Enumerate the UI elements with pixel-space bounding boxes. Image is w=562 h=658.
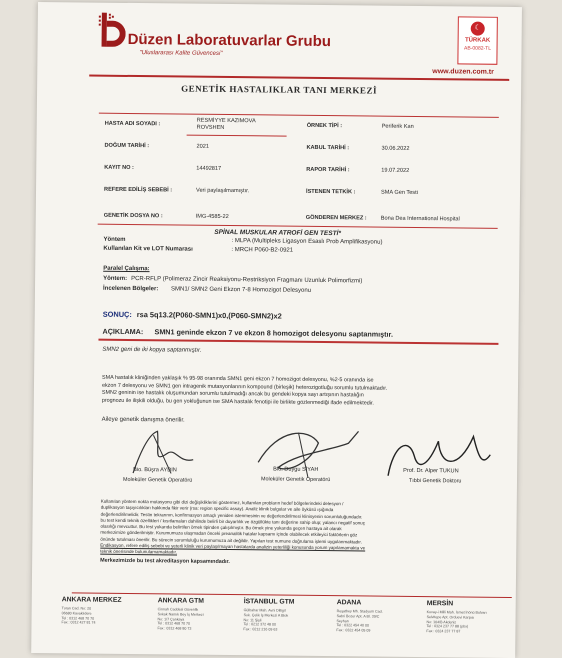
disclaimer-line: teknik önerisinde bulunulamamaktadır. [100, 549, 178, 555]
paragraph-line: SMN2 geninin ise hastalık oluşumundan sorumlu tutulmadığı ancak bu gendeki kopya sayı artışının hastalığın [101, 389, 364, 399]
acceptance-date-label: KABUL TARİHİ : [306, 144, 350, 152]
regions-value: SMN1/ SMN2 Geni Ekzon 7-8 Homozigot Delesyonu [170, 286, 312, 294]
disclaimer-line: Kullanılan yöntem nokta mutasyonu gibi dizi değişikliklerini göstermez, kullanılan probların hedef bölgelerindeki delesyon / [100, 498, 344, 507]
genetic-file-no-label: GENETİK DOSYA NO : [103, 212, 163, 220]
signature-3-icon [378, 426, 499, 483]
counseling-note: Aileye genetik danışma önerilir. [101, 416, 185, 424]
kit-value: : MRCH P060-B2-0921 [231, 247, 294, 254]
signer-2-name: Bio. Duygu SİYAH [273, 466, 319, 473]
sample-type-value: Periferik Kan [381, 123, 414, 130]
signer-3-role: Tıbbi Genetik Doktoru [408, 477, 462, 485]
header-divider [89, 75, 509, 81]
center-title: GENETİK HASTALIKLAR TANI MERKEZİ [181, 83, 378, 96]
report-date-label: RAPOR TARİHİ : [306, 166, 350, 174]
accreditation-number: AB-0082-TL [464, 45, 492, 52]
website-link[interactable]: www.duzen.com.tr [432, 68, 494, 76]
genetic-file-no-value: IMG-4585-22 [195, 213, 229, 221]
test-title: SPİNAL MUSKULAR ATROFİ GEN TESTİ* [214, 228, 341, 238]
smn2-note: SMN2 geni de iki kopya saptanmıştır. [102, 346, 202, 354]
parallel-method-value: PCR-RFLP (Polimeraz Zincir Reaksiyonu-Restriksiyon Fragmanı Uzunluk Polimorfizmi) [131, 275, 363, 285]
disclaimer-line: önünde tutulması önerilir. Bu sürecin sorumluluğu kurumumuza ait değildir. Yapılan test numune doğrulama işlemi uygulanmaktadır. [100, 536, 362, 545]
signer-1-name: Bio. Büşra AYDIN [133, 467, 177, 474]
signer-3-name: Prof. Dr. Alper TUKUN [403, 467, 459, 475]
footer-address-istanbul-gtm: Gülbahar Mah. Avni Dilligil Sok. Çelik İş Merkezi A Blok No: 11 Şişli Tel : 0212 372 48 00 Fax : 0212 216 09 63 [243, 608, 289, 632]
signer-1-role: Moleküler Genetik Operatörü [122, 476, 193, 484]
sma-paragraph [102, 375, 502, 410]
paragraph-line: ekzon 7 delesyonu ve SMN1 gen intragenik mutasyonlarının kompound (birleşik) heterozigotluğu sorumlu tutulmaktadır. [101, 382, 388, 392]
acceptance-date-value: 30.06.2022 [381, 145, 410, 152]
result-value: rsa 5q13.2(P060-SMN1)x0,(P060-SMN2)x2 [136, 310, 282, 321]
explanation-value: SMN1 geninde ekzon 7 ve ekzon 8 homozigot delesyonu saptanmıştır. [154, 327, 394, 339]
method-label: Yöntem [103, 236, 126, 243]
referral-reason-label: REFERE EDİLİŞ SEBEBİ : [104, 186, 173, 194]
patient-name-value: RESMİYYE KAZIMOVA [196, 117, 256, 125]
disclaimer-line: merkezimize gönderilmiştir. Kurumumuza ulaşmadan önceki preanalitik hatalar kapsamı içinde olabilecek etkileyici faktörlerin göz [100, 530, 358, 538]
footer-city-ankara-gtm: ANKARA GTM [157, 597, 204, 605]
explanation-divider [98, 339, 498, 345]
result-label: SONUÇ: [102, 309, 132, 320]
footer-address-ankara-merkez: Turan Cad. No: 20 06680 Kavaklıdere Tel : 0312 468 70 70 Fax : 0312 427 81 74 [61, 606, 96, 626]
requested-test-label: İSTENEN TETKİK : [305, 188, 356, 196]
patient-name-underline [187, 135, 287, 137]
parallel-title: Paralel Çalışma: [103, 265, 150, 273]
turkak-label: TÜRKAK [464, 37, 491, 44]
sending-center-label: GÖNDEREN MERKEZ : [305, 214, 367, 222]
footer-city-adana: ADANA [336, 599, 362, 607]
disclaimer-line: duplikasyon taşıyıcılıkları hakkında fikir verir (rsa: region specific assay). Analiz klinik bulgular ve aile öyküsü ışığında [100, 504, 334, 513]
kit-label: Kullanılan Kit ve LOT Numarası [103, 245, 193, 253]
report-sheet [31, 2, 522, 658]
patient-name-label: HASTA ADI SOYADI : [104, 120, 161, 128]
sending-center-value: Bona Dea International Hospital [380, 215, 460, 223]
brand-name: Düzen Laboratuvarlar Grubu [127, 30, 332, 51]
turkak-accreditation-badge [457, 16, 498, 64]
footer-address-ankara-gtm: Cinnah Caddesi Güvenlik Sokak Namık Bey İş Merkezi No: 1/7 Çankaya Tel : 0312 468 70 70 Fax : 0312 468 80 73 [157, 607, 204, 631]
duzen-logo-icon [97, 11, 125, 51]
method-value: : MLPA (Multipleks Ligasyon Esaslı Prob Amplifikasyonu) [231, 238, 383, 246]
footer-divider [72, 592, 512, 598]
report-date-value: 19.07.2022 [381, 167, 410, 174]
disclaimer-line: Endikasyon, refere ediliş sebebi ve yeterli klinik veri paylaşılmayan hastalarda analizin yeterliliği konusunda yorum yapılamamakta ve [100, 542, 366, 551]
registration-no-value: 14492817 [196, 165, 222, 172]
patient-surname-value: ROVSHEN [196, 124, 225, 131]
turkish-flag-icon: ☾ [471, 22, 485, 36]
parallel-method-label: Yöntem: [103, 275, 128, 282]
birth-date-value: 2021 [196, 143, 209, 150]
sample-type-label: ÖRNEK TİPİ : [306, 122, 343, 130]
signer-2-role: Moleküler Genetik Operatörü [260, 476, 331, 484]
footer-address-adana: Reşatbey Mh. Stadyum Cad. Sabri Bozer Apt. A Bl. 39/C Seyhan Tel : 0322 454 40 00 Fax : 0322 454 05 09 [336, 609, 383, 633]
registration-no-label: KAYIT NO : [104, 164, 134, 172]
footer-address-mersin: Kuvay-i Milli Mah. İsmet İnönü Bulvarı Selvitepe Apt. Orduevi Karşısı No: 104/B Akdeniz Tel : 0324 237 77 88 (pbx) Fax : 0324 237 77 87 [426, 610, 487, 634]
footer-city-istanbul-gtm: İSTANBUL GTM [243, 598, 295, 606]
info-top-divider [99, 113, 499, 118]
paragraph-line: prognozu ile ilişkili olduğu, bu gen yokluğunun ise SMA hastalık fenotipi ile birlikte gözlenmediği ifade edilmektedir. [101, 397, 374, 407]
referral-reason-value: Veri paylaşılmamıştır. [196, 187, 250, 195]
signature-2-icon [248, 422, 369, 483]
footer-city-ankara-merkez: ANKARA MERKEZ [61, 596, 122, 604]
explanation-label: AÇIKLAMA: [102, 326, 144, 337]
regions-label: İncelenen Bölgeler: [102, 285, 159, 293]
paragraph-line: SMA hastalık kliniğinden yaklaşık % 95-98 oranında SMN1 geni ekzon 7 homozigot delesyonu, %2-5 oranında ise [102, 374, 374, 384]
disclaimer-line: olasılığı mevcuttur. Bu test yukarıda belirtilen örnek tipinden çalışılmıştır. Bu örnek yine yukarıda geçen hastaya ait olarak [100, 523, 342, 532]
disclaimer-line: bu test kendi teknik özellikleri / kısıtlamaları dahilinde belirli bir duyarlılık ve özgüllükte tanı değerine sahip olup; yalancı negatif sonuç [100, 517, 365, 526]
disclaimer-line: değerlendirilmelidir. Testin tekrarının, konfirmasyon amaçlı yeniden istenmesinin ve değerlendirilmesi klinisyenin sorumluluğundadır. [100, 511, 363, 520]
requested-test-value: SMA Gen Testi [380, 189, 418, 196]
accreditation-note: Merkezimizde bu test akreditasyon kapsamındadır. [100, 557, 230, 566]
disclaimer [100, 499, 501, 560]
birth-date-label: DOĞUM TARİHİ : [104, 142, 150, 150]
brand-slogan: "Uluslararası Kalite Güvencesi" [139, 50, 223, 57]
footer-city-mersin: MERSİN [426, 600, 454, 608]
